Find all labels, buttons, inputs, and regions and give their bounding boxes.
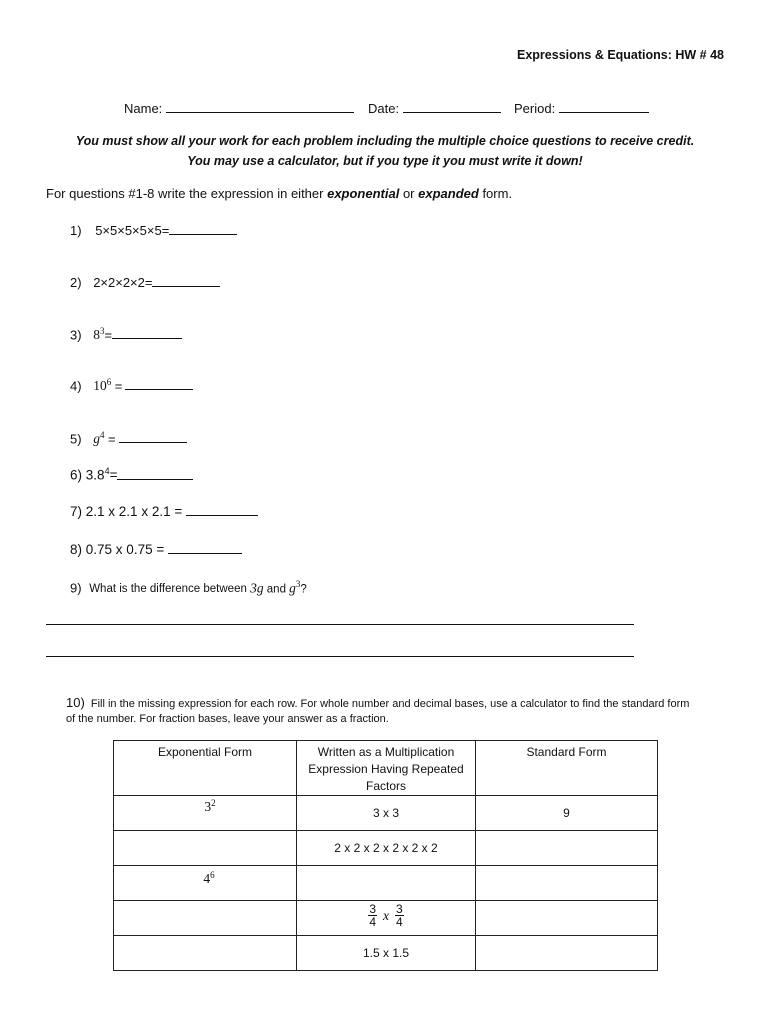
- q1-text: 5×5×5×5×5=: [95, 223, 170, 238]
- row3-standard[interactable]: [476, 866, 658, 901]
- row1-standard[interactable]: 9: [476, 796, 658, 831]
- row4-standard[interactable]: [476, 901, 658, 936]
- row5-multiplication[interactable]: 1.5 x 1.5: [297, 936, 476, 971]
- header-standard-form: Standard Form: [476, 741, 658, 796]
- intro-prefix: For questions #1-8 write the expression in either: [46, 186, 328, 201]
- header-mult-line-3: Factors: [365, 779, 406, 793]
- q2-number: 2): [70, 275, 82, 290]
- row1-exponential[interactable]: [114, 796, 297, 831]
- q2-answer-blank[interactable]: [152, 275, 220, 287]
- q1-number: 1): [70, 223, 82, 238]
- q3-exponent: 3: [99, 326, 105, 336]
- q8-text: 0.75 x 0.75 =: [85, 542, 165, 557]
- row2-multiplication[interactable]: 2 x 2 x 2 x 2 x 2 x 2: [297, 831, 476, 866]
- date-field[interactable]: [368, 101, 501, 116]
- table-row: [114, 796, 658, 831]
- questions-intro: [46, 186, 512, 201]
- row4-multiplication[interactable]: [297, 901, 476, 936]
- instruction-line-1: You must show all your work for each problem including the multiple choice questions to receive credit.: [75, 134, 695, 148]
- q4-base: 10: [93, 378, 107, 394]
- q3-number: 3): [70, 327, 82, 343]
- intro-suffix: form.: [478, 186, 513, 201]
- table-header-row: [114, 741, 658, 796]
- period-label: Period:: [514, 101, 556, 116]
- row3-multiplication[interactable]: [297, 866, 476, 901]
- row4-frac1-denominator: 4: [369, 915, 376, 929]
- question-4: [70, 377, 193, 394]
- row4-times: x: [383, 907, 389, 923]
- row5-standard[interactable]: [476, 936, 658, 971]
- row4-exponential[interactable]: [114, 901, 297, 936]
- question-9: [70, 579, 307, 596]
- intro-or: or: [399, 186, 419, 201]
- intro-exponential: exponential: [327, 186, 400, 201]
- q5-tail: =: [104, 431, 116, 447]
- q7-number: 7): [70, 504, 83, 519]
- q6-answer-blank[interactable]: [117, 468, 193, 480]
- q4-exponent: 6: [106, 377, 112, 387]
- question-6: [70, 466, 193, 483]
- name-blank[interactable]: [166, 101, 354, 113]
- row3-exp-base: 4: [203, 871, 211, 886]
- q5-exponent: 4: [99, 430, 105, 440]
- q9-answer-line-2[interactable]: [46, 656, 634, 657]
- question-5: [70, 430, 187, 447]
- table-row: [114, 831, 658, 866]
- q8-answer-blank[interactable]: [168, 542, 242, 554]
- q4-tail: =: [111, 378, 123, 394]
- row4-frac1-numerator: 3: [369, 902, 376, 916]
- row3-exponential[interactable]: [114, 866, 297, 901]
- row3-exp-power: 6: [210, 870, 215, 880]
- table-row: [114, 901, 658, 936]
- q4-number: 4): [70, 378, 82, 394]
- q7-answer-blank[interactable]: [186, 504, 258, 516]
- question-2: [70, 275, 220, 290]
- q6-exponent: 4: [104, 466, 110, 476]
- row1-exp-base: 3: [204, 799, 212, 814]
- q2-text: 2×2×2×2=: [93, 275, 153, 290]
- period-field[interactable]: [514, 101, 649, 116]
- instruction-line-2: You may use a calculator, but if you type it you must write it down!: [187, 154, 583, 168]
- q9-and: and: [263, 583, 290, 596]
- header-mult-line-1: Written as a Multiplication: [317, 745, 455, 759]
- q1-answer-blank[interactable]: [169, 223, 237, 235]
- row4-fraction-2: [395, 903, 404, 928]
- question-7: [70, 504, 258, 519]
- header-exponential-form: Exponential Form: [114, 741, 297, 796]
- q6-base: 3.8: [85, 467, 105, 483]
- q7-text: 2.1 x 2.1 x 2.1 =: [85, 504, 183, 519]
- row4-fraction-expression: [368, 903, 403, 928]
- q10-text-line-1: Fill in the missing expression for each row. For whole number and decimal bases, use a calculator to find the standard form: [90, 698, 690, 710]
- q9-term-1: 3g: [250, 580, 264, 596]
- q5-answer-blank[interactable]: [119, 431, 187, 443]
- row4-frac2-numerator: 3: [396, 902, 403, 916]
- question-1: [70, 223, 237, 238]
- intro-expanded: expanded: [418, 186, 479, 201]
- q3-tail: =: [104, 327, 113, 343]
- header-mult-line-2: Expression Having Repeated: [308, 762, 464, 776]
- q6-number: 6): [70, 467, 83, 483]
- q10-number: 10): [66, 695, 85, 710]
- row4-fraction-1: [368, 903, 377, 928]
- row1-exp-power: 2: [211, 798, 216, 808]
- row4-frac2-denominator: 4: [396, 915, 403, 929]
- row2-exponential[interactable]: [114, 831, 297, 866]
- table-row: [114, 866, 658, 901]
- question-3: [70, 326, 182, 343]
- name-label: Name:: [124, 101, 163, 116]
- table-row: [114, 936, 658, 971]
- name-field[interactable]: [124, 101, 354, 116]
- exponent-table: [113, 740, 658, 971]
- row2-standard[interactable]: [476, 831, 658, 866]
- question-8: [70, 542, 242, 557]
- date-blank[interactable]: [403, 101, 501, 113]
- q8-number: 8): [70, 542, 83, 557]
- q9-suffix: ?: [300, 583, 307, 596]
- q5-base: g: [93, 431, 100, 447]
- row1-multiplication[interactable]: 3 x 3: [297, 796, 476, 831]
- header-multiplication: [297, 741, 476, 796]
- question-10-line-2: of the number. For fraction bases, leave your answer as a fraction.: [66, 713, 389, 725]
- q9-number: 9): [70, 580, 82, 596]
- worksheet-title: Expressions & Equations: HW # 48: [517, 48, 724, 62]
- date-label: Date:: [368, 101, 400, 116]
- q4-answer-blank[interactable]: [125, 378, 193, 390]
- q9-prefix: What is the difference between: [89, 583, 251, 596]
- q5-number: 5): [70, 431, 82, 447]
- q3-answer-blank[interactable]: [112, 327, 182, 339]
- q9-term-2-exponent: 3: [295, 579, 301, 589]
- q9-answer-line-1[interactable]: [46, 624, 634, 625]
- q3-base: 8: [93, 327, 100, 343]
- q9-term-2-base: g: [289, 580, 296, 596]
- q6-tail: =: [109, 467, 118, 483]
- row5-exponential[interactable]: [114, 936, 297, 971]
- period-blank[interactable]: [559, 101, 649, 113]
